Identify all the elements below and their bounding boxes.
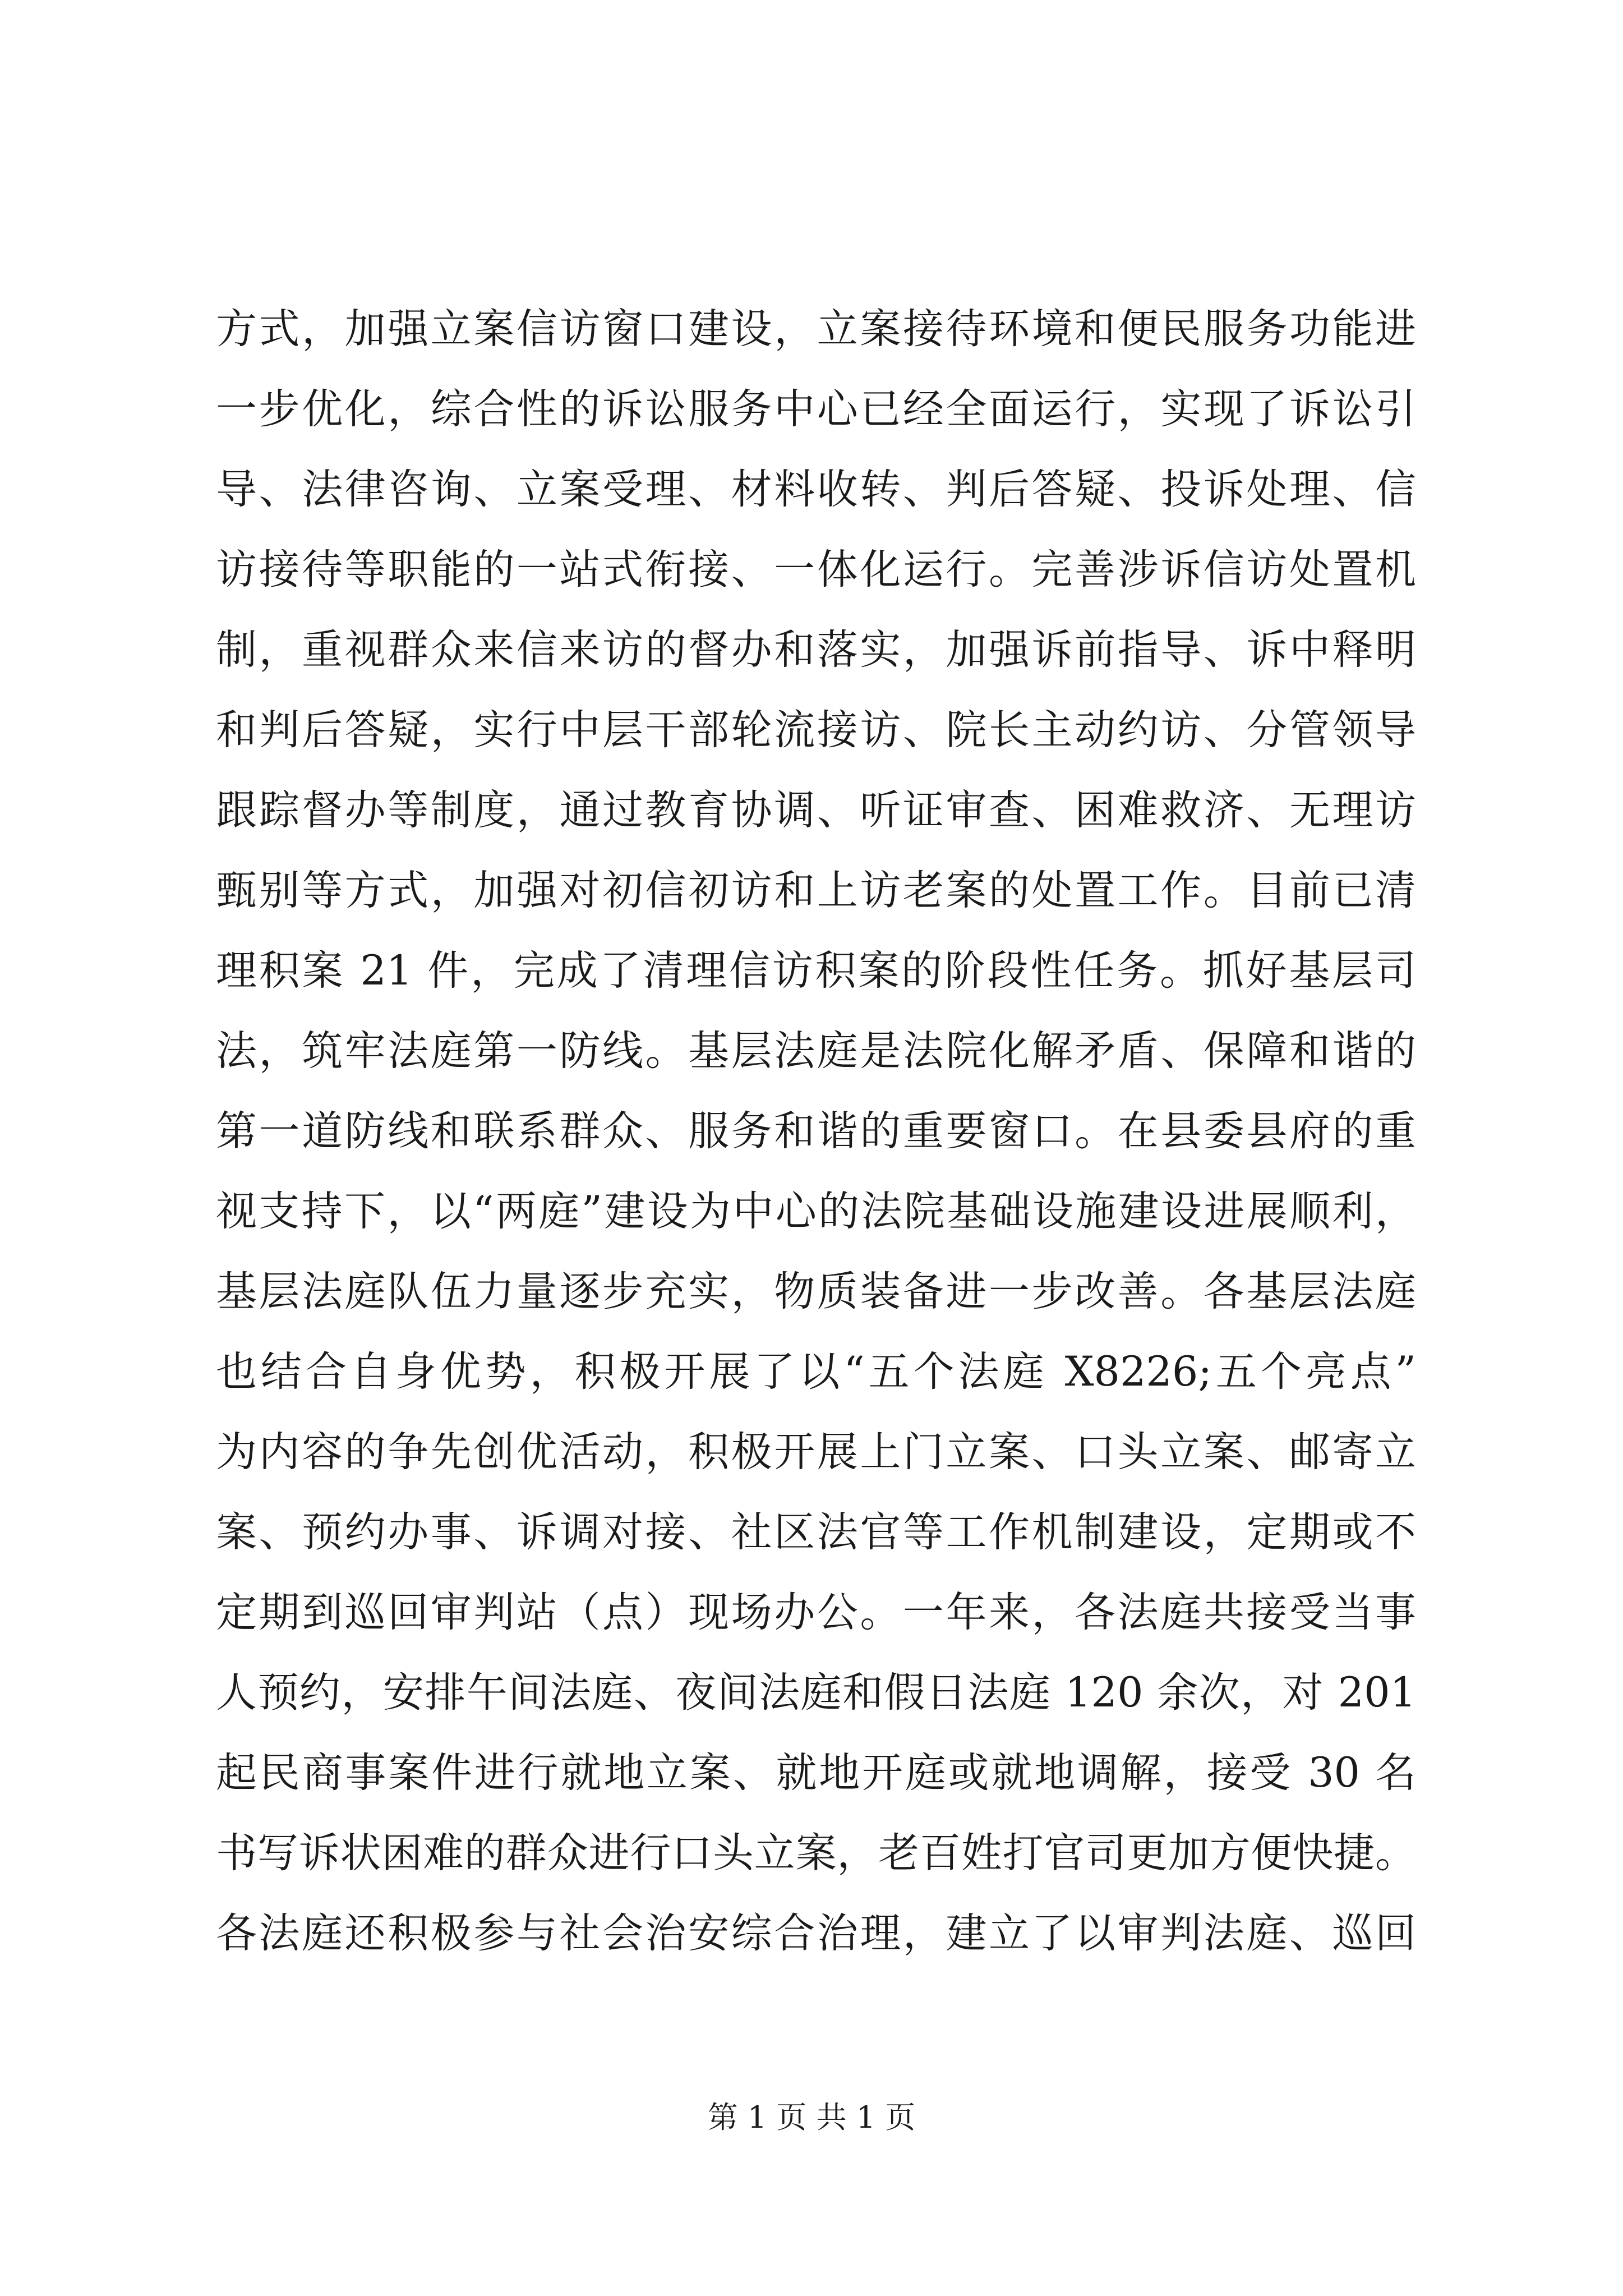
- text-line: 也结合自身优势，积极开展了以“五个法庭 X8226;五个亮点”: [216, 1348, 1416, 1396]
- text-line: 理积案 21 件，完成了清理信访积案的阶段性任务。抓好基层司: [216, 947, 1416, 995]
- text-line: 跟踪督办等制度，通过教育协调、听证审查、困难救济、无理访: [216, 786, 1416, 834]
- text-line: 法，筑牢法庭第一防线。基层法庭是法院化解矛盾、保障和谐的: [216, 1027, 1416, 1075]
- text-line: 视支持下，以“两庭”建设为中心的法院基础设施建设进展顺利，: [216, 1188, 1416, 1235]
- text-line: 各法庭还积极参与社会治安综合治理，建立了以审判法庭、巡回: [216, 1910, 1416, 1957]
- text-line: 导、法律咨询、立案受理、材料收转、判后答疑、投诉处理、信: [216, 466, 1416, 513]
- text-line: 定期到巡回审判站（点）现场办公。一年来，各法庭共接受当事: [216, 1589, 1416, 1636]
- text-line: 为内容的争先创优活动，积极开展上门立案、口头立案、邮寄立: [216, 1428, 1416, 1476]
- text-line: 起民商事案件进行就地立案、就地开庭或就地调解，接受 30 名: [216, 1749, 1416, 1797]
- text-line: 基层法庭队伍力量逐步充实，物质装备进一步改善。各基层法庭: [216, 1268, 1416, 1315]
- text-line: 书写诉状困难的群众进行口头立案，老百姓打官司更加方便快捷。: [216, 1829, 1416, 1877]
- text-line: 一步优化，综合性的诉讼服务中心已经全面运行，实现了诉讼引: [216, 385, 1416, 433]
- text-line: 第一道防线和联系群众、服务和谐的重要窗口。在县委县府的重: [216, 1107, 1416, 1155]
- text-line: 访接待等职能的一站式衔接、一体化运行。完善涉诉信访处置机: [216, 546, 1416, 593]
- text-line: 方式，加强立案信访窗口建设，立案接待环境和便民服务功能进: [216, 305, 1416, 353]
- page-footer: 第 1 页 共 1 页: [707, 2100, 916, 2135]
- text-line: 制，重视群众来信来访的督办和落实，加强诉前指导、诉中释明: [216, 626, 1416, 674]
- text-line: 和判后答疑，实行中层干部轮流接访、院长主动约访、分管领导: [216, 706, 1416, 754]
- body-text: [216, 289, 1416, 1973]
- text-line: 人预约，安排午间法庭、夜间法庭和假日法庭 120 余次，对 201: [216, 1669, 1416, 1717]
- text-line: 甄别等方式，加强对初信初访和上访老案的处置工作。目前已清: [216, 867, 1416, 914]
- text-line: 案、预约办事、诉调对接、社区法官等工作机制建设，定期或不: [216, 1508, 1416, 1556]
